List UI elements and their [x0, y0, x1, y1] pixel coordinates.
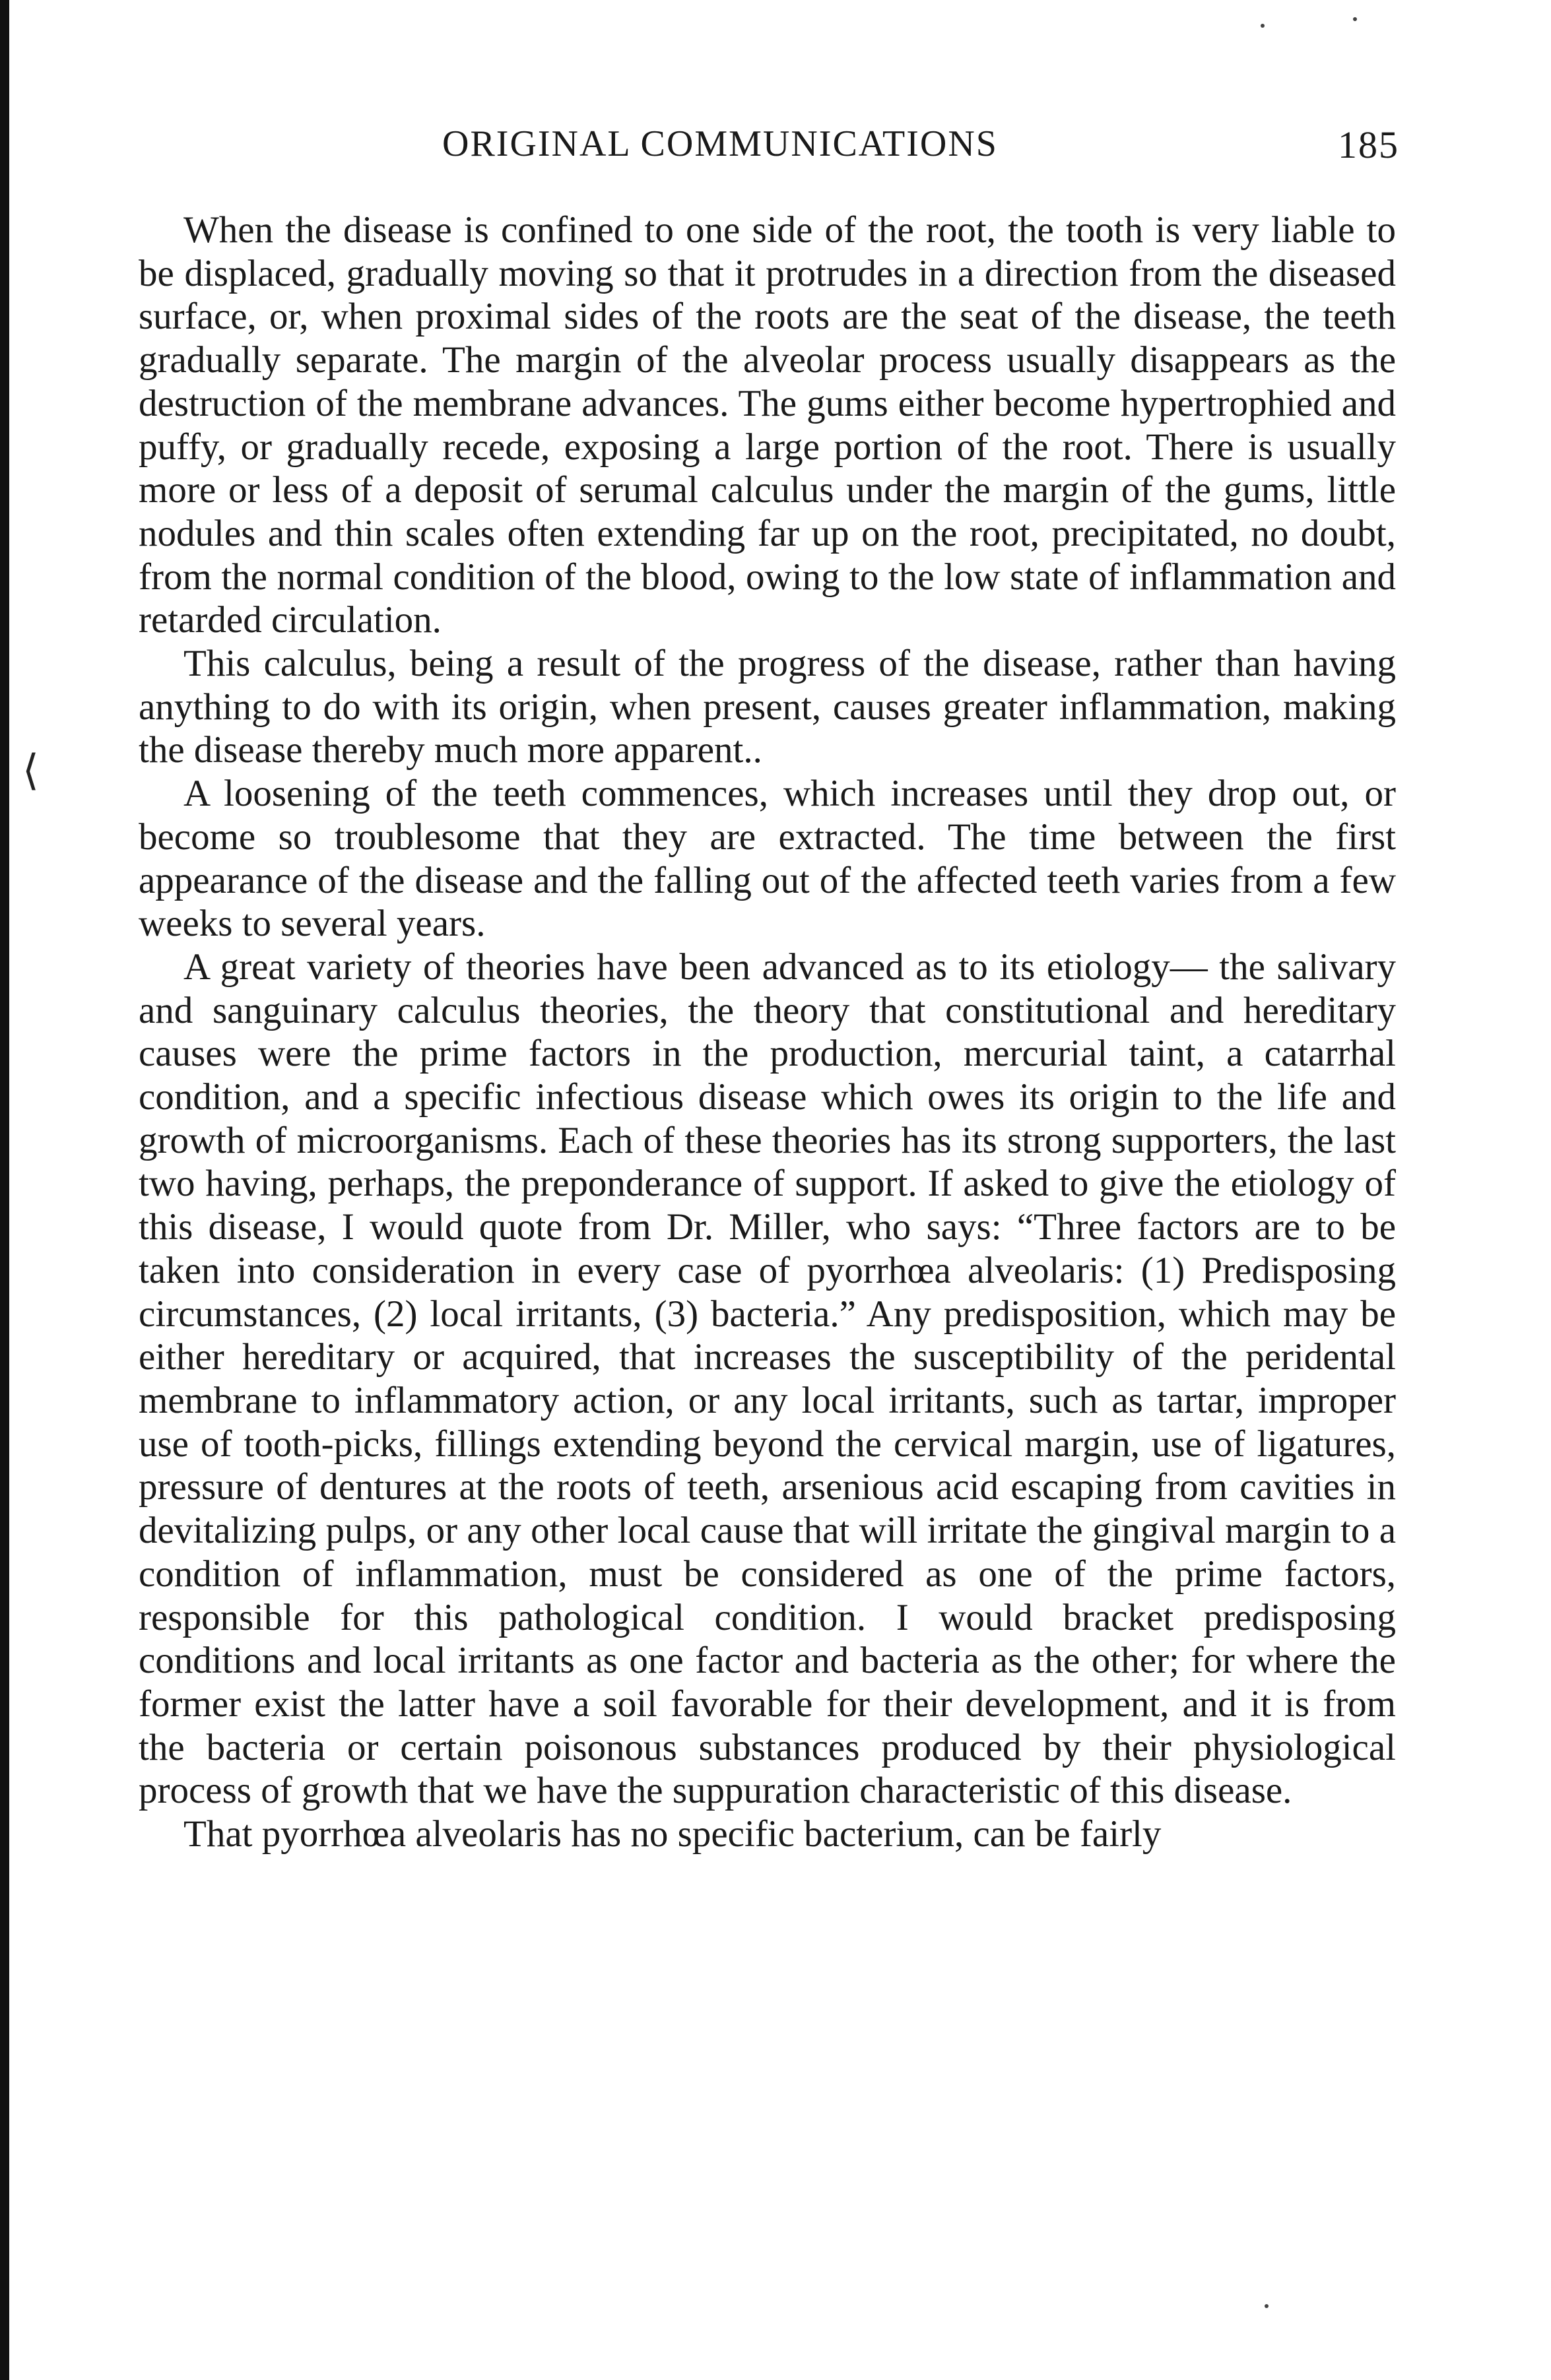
- page-number: 185: [1338, 123, 1399, 166]
- paragraph-displacement: When the disease is confined to one side of the root, the tooth is very liable to be displaced, gradually moving so that it protrudes in a direction from the diseased surface, or, when proximal sides of the roots are the seat of the disease, the teeth gradually separate. The margin of the alveolar process usually disappears as the destruction of the membrane advances. The gums either become hypertrophied and puffy, or gradually recede, exposing a large portion of the root. There is usually more or less of a deposit of serumal calculus under the margin of the gums, little nodules and thin scales often extending far up on the root, precipitated, no doubt, from the normal condition of the blood, owing to the low state of inflammation and retarded circulation.: [139, 209, 1396, 641]
- margin-bracket-mark: ⟨: [22, 747, 39, 794]
- article-body: [139, 209, 1396, 1856]
- paragraph-etiology: A great variety of theories have been advanced as to its etiology— the salivary and sanguinary calculus theories, the theory that constitutional and hereditary causes were the prime factors in the production, mercurial taint, a catarrhal condition, and a specific infectious disease which owes its origin to the life and growth of microorganisms. Each of these theories has its strong supporters, the last two having, perhaps, the preponderance of support. If asked to give the etiology of this disease, I would quote from Dr. Miller, who says: “Three factors are to be taken into consideration in every case of pyorrhœa alveolaris: (1) Predisposing circumstances, (2) local irritants, (3) bacteria.” Any predisposition, which may be either hereditary or acquired, that increases the susceptibility of the peridental membrane to inflammatory action, or any local irritants, such as tartar, improper use of tooth-picks, fillings extending beyond the cervical margin, use of ligatures, pressure of dentures at the roots of teeth, arsenious acid escaping from cavities in devitalizing pulps, or any other local cause that will irritate the gingival margin to a condition of inflammation, must be considered as one of the prime factors, responsible for this pathological condition. I would bracket predisposing conditions and local irritants as one factor and bacteria as the other; for where the former exist the latter have a soil favorable for their development, and it is from the bacteria or certain poisonous substances produced by their physiological process of growth that we have the suppuration characteristic of this disease.: [139, 946, 1396, 1812]
- running-header: [139, 116, 1399, 169]
- paragraph-calculus: This calculus, being a result of the progress of the disease, rather than having anything to do with its origin, when present, causes greater inflammation, making the disease thereby much more apparent..: [139, 643, 1396, 771]
- paragraph-bacterium: That pyorrhœa alveolaris has no specific bacterium, can be fairly: [183, 1813, 1162, 1855]
- scan-speck: [1265, 2304, 1269, 2308]
- paragraph-loosening: A loosening of the teeth commences, which increases until they drop out, or become so troublesome that they are extracted. The time between the first appearance of the disease and the falling out of the affected teeth varies from a few weeks to several years.: [139, 773, 1396, 945]
- page-edge-rule: [0, 0, 9, 2380]
- running-title: ORIGINAL COMMUNICATIONS: [442, 123, 998, 164]
- scan-speck: [1353, 17, 1357, 21]
- scan-speck: [1261, 24, 1265, 28]
